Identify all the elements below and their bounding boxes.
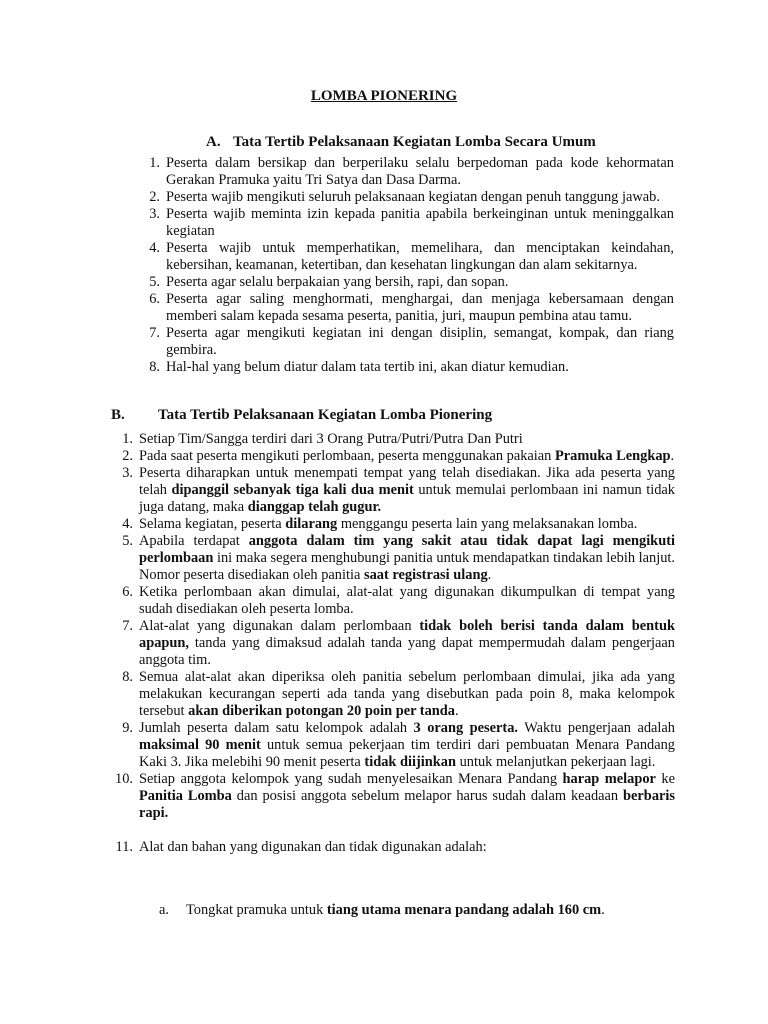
text-run: menggangu peserta lain yang melaksanakan lomba.	[337, 516, 638, 532]
bold-text: harap melapor	[562, 771, 656, 787]
bold-text: berbaris rapi.	[139, 788, 675, 821]
list-item	[122, 720, 676, 771]
list-item-number: 1.	[149, 155, 160, 171]
section-a-letter: A.	[206, 134, 221, 150]
bold-text: Panitia Lomba	[139, 788, 232, 804]
text-run: Ketika perlombaan akan dimulai, alat-alat yang digunakan dikumpulkan di tempat yang sudah disediakan oleh peserta lomba.	[139, 584, 675, 617]
text-run: Setiap anggota kelompok yang sudah menyelesaikan Menara Pandang	[139, 771, 563, 787]
list-item	[122, 465, 675, 516]
list-item	[115, 771, 675, 822]
list-item-text: Peserta agar saling menghormati, menghargai, dan menjaga kebersamaan dengan memberi salam kepada sesama peserta, panitia, juri, maupun pembina atau tamu.	[166, 291, 674, 324]
list-item-text: Hal-hal yang belum diatur dalam tata tertib ini, akan diatur kemudian.	[166, 359, 569, 375]
list-item-number: 11.	[115, 839, 133, 855]
text-run: Tongkat pramuka untuk	[186, 902, 327, 918]
list-item-number: 3.	[122, 465, 133, 481]
list-item-number: 6.	[122, 584, 133, 600]
section-b-list	[115, 431, 676, 856]
bold-text: akan diberikan potongan 20 poin per tanda	[188, 703, 456, 719]
list-item-text: Peserta agar selalu berpakaian yang bersih, rapi, dan sopan.	[166, 274, 509, 290]
list-item	[149, 291, 674, 325]
list-item-number: 7.	[149, 325, 160, 341]
text-run: Selama kegiatan, peserta	[139, 516, 286, 532]
text-run: untuk semua pekerjaan tim terdiri dari pembuatan Menara Pandang Kaki 3. Jika melebihi 90 menit peserta	[139, 737, 675, 770]
text-run: Setiap Tim/Sangga terdiri dari 3 Orang Putra/Putri/Putra Dan Putri	[139, 431, 523, 447]
list-item-number: 3.	[149, 206, 160, 222]
list-item	[115, 839, 675, 856]
sub-item-text	[186, 902, 605, 918]
list-item	[122, 448, 675, 465]
section-b-title: Tata Tertib Pelaksanaan Kegiatan Lomba Pionering	[158, 407, 493, 423]
bold-text: 3 orang peserta.	[413, 720, 518, 736]
bold-text: dianggap telah gugur.	[247, 499, 382, 515]
section-b-heading	[111, 407, 492, 424]
list-item	[149, 240, 674, 274]
list-item-number: 5.	[149, 274, 160, 290]
bold-text: tiang utama menara pandang adalah 160 cm	[326, 902, 602, 918]
list-item-number: 2.	[149, 189, 160, 205]
list-item-number: 1.	[122, 431, 133, 447]
list-item-number: 8.	[122, 669, 133, 685]
bold-text: saat registrasi ulang	[363, 567, 488, 583]
text-run: dan posisi anggota sebelum melapor harus sudah dalam keadaan	[231, 788, 624, 804]
list-item-text: Peserta wajib meminta izin kepada panitia apabila berkeinginan untuk meninggalkan kegiatan	[166, 206, 674, 239]
list-item-text: Peserta wajib untuk memperhatikan, memelihara, dan menciptakan keindahan, kebersihan, keamanan, ketertiban, dan kesehatan lingkungan dan alam sekitarnya.	[166, 240, 674, 273]
bold-text: maksimal 90 menit	[139, 737, 261, 753]
text-run: .	[601, 902, 605, 918]
list-item-number: 5.	[122, 533, 133, 549]
section-a-heading	[206, 134, 596, 151]
text-run: ini maka segera menghubungi panitia untuk mendapatkan tindakan lebih lanjut. Nomor peserta disediakan oleh panitia	[139, 550, 675, 583]
list-item-text: Peserta agar mengikuti kegiatan ini dengan disiplin, semangat, kompak, dan riang gembira.	[166, 325, 674, 358]
list-item	[122, 516, 675, 533]
text-run: tanda yang dimaksud adalah tanda yang dapat mempermudah dalam pengerjaan anggota tim.	[139, 635, 675, 668]
list-item-number: 10.	[115, 771, 133, 787]
text-run: .	[487, 567, 492, 583]
bold-text: Pramuka Lengkap	[554, 448, 671, 464]
list-item	[122, 431, 675, 448]
list-item-number: 9.	[122, 720, 133, 736]
list-item	[149, 325, 674, 359]
list-item	[149, 189, 674, 206]
text-run: Peserta diharapkan untuk menempati tempat yang telah disediakan. Jika ada peserta yang telah	[139, 465, 675, 498]
sub-item-letter: a.	[159, 902, 169, 918]
list-item	[149, 206, 674, 240]
text-run: Apabila terdapat	[139, 533, 249, 549]
list-item	[122, 669, 675, 720]
list-item	[149, 274, 674, 291]
text-run: untuk melanjutkan pekerjaan lagi.	[456, 754, 656, 770]
list-item	[122, 618, 675, 669]
list-item-number: 4.	[149, 240, 160, 256]
text-run: Semua alat-alat akan diperiksa oleh panitia sebelum perlombaan dimulai, jika ada yang melakukan kecurangan seperti ada tanda yang disebutkan pada poin 8, maka kelompok tersebut	[139, 669, 675, 719]
list-item	[149, 359, 674, 376]
section-a-list	[149, 155, 674, 376]
document-title: LOMBA PIONERING	[310, 88, 458, 104]
text-run: Alat-alat yang digunakan dalam perlombaan	[139, 618, 420, 634]
bold-text: tidak diijinkan	[364, 754, 456, 770]
text-run: Alat dan bahan yang digunakan dan tidak digunakan adalah:	[139, 839, 487, 855]
bold-text: tidak boleh berisi tanda dalam bentuk apapun,	[139, 618, 675, 651]
text-run: ke	[655, 771, 675, 787]
list-item-number: 8.	[149, 359, 160, 375]
text-run: .	[455, 703, 459, 719]
text-run: Waktu pengerjaan adalah	[518, 720, 676, 736]
list-item	[122, 584, 675, 618]
bold-text: dipanggil sebanyak tiga kali dua menit	[171, 482, 414, 498]
list-item-number: 4.	[122, 516, 133, 532]
section-b-letter: B.	[111, 407, 125, 423]
text-run: Jumlah peserta dalam satu kelompok adalah	[139, 720, 414, 736]
section-a-title: Tata Tertib Pelaksanaan Kegiatan Lomba Secara Umum	[233, 134, 596, 150]
text-run: Pada saat peserta mengikuti perlombaan, peserta menggunakan pakaian	[139, 448, 555, 464]
list-item-number: 7.	[122, 618, 133, 634]
list-item	[122, 533, 675, 584]
text-run: .	[670, 448, 675, 464]
list-item	[149, 155, 674, 189]
bold-text: anggota dalam tim yang sakit atau tidak dapat lagi mengikuti perlombaan	[139, 533, 675, 566]
list-item-text: Peserta wajib mengikuti seluruh pelaksanaan kegiatan dengan penuh tanggung jawab.	[166, 189, 660, 205]
list-item-text: Peserta dalam bersikap dan berperilaku selalu berpedoman pada kode kehormatan Gerakan Pramuka yaitu Tri Satya dan Dasa Darma.	[166, 155, 674, 188]
text-run: untuk memulai perlombaan ini namun tidak juga datang, maka	[139, 482, 675, 515]
list-item-number: 2.	[122, 448, 133, 464]
sub-item-a	[159, 902, 605, 919]
bold-text: dilarang	[285, 516, 338, 532]
list-item-number: 6.	[149, 291, 160, 307]
